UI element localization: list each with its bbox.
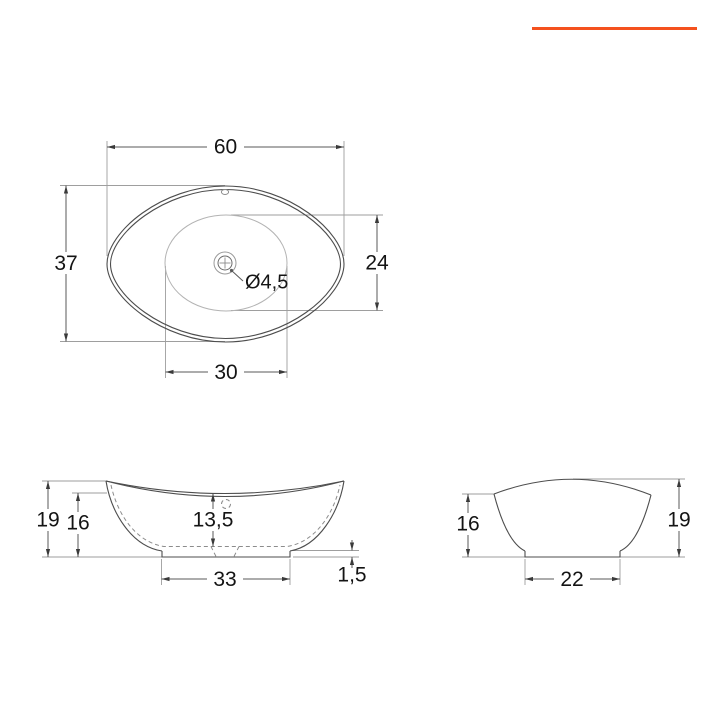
front-rim-outer bbox=[106, 481, 344, 494]
side-foot bbox=[525, 551, 620, 557]
front-view bbox=[30, 481, 367, 591]
dim-width-label: 60 bbox=[213, 135, 238, 159]
top-view bbox=[48, 136, 395, 385]
dim-rim-height-label: 16 bbox=[66, 511, 90, 535]
overflow-hole bbox=[221, 190, 228, 195]
dim-total-height-label: 19 bbox=[36, 508, 60, 532]
side-view bbox=[450, 479, 697, 591]
dim-base-height-label: 1,5 bbox=[337, 563, 367, 587]
dim-depth-label: 37 bbox=[54, 252, 78, 275]
accent-bar bbox=[532, 27, 697, 30]
side-view-outline bbox=[494, 479, 651, 557]
top-view-outline bbox=[107, 186, 344, 342]
front-body-left bbox=[106, 481, 162, 551]
front-rim-inner bbox=[106, 481, 344, 497]
front-overflow-hidden bbox=[222, 500, 231, 509]
front-drain-hidden bbox=[211, 547, 239, 557]
dim-basin-depth-label: 24 bbox=[365, 251, 389, 275]
front-foot bbox=[162, 551, 290, 557]
dim-bowl-depth-label: 13,5 bbox=[192, 508, 234, 532]
front-body-right bbox=[290, 481, 344, 551]
dim-side-rim-height-label: 16 bbox=[456, 512, 480, 536]
side-body-left bbox=[494, 494, 525, 551]
side-body-right bbox=[620, 495, 651, 551]
dim-base-width-label: 33 bbox=[213, 568, 237, 591]
side-rim-arch bbox=[494, 479, 651, 495]
dim-drain-diameter-label: Ø4,5 bbox=[245, 271, 289, 294]
dim-side-total-height-label: 19 bbox=[667, 508, 691, 532]
drain-center-cross bbox=[220, 258, 231, 269]
dim-basin-width-label: 30 bbox=[214, 361, 238, 384]
outer-rim-line bbox=[107, 186, 344, 342]
dim-side-base-width-label: 22 bbox=[560, 568, 584, 591]
